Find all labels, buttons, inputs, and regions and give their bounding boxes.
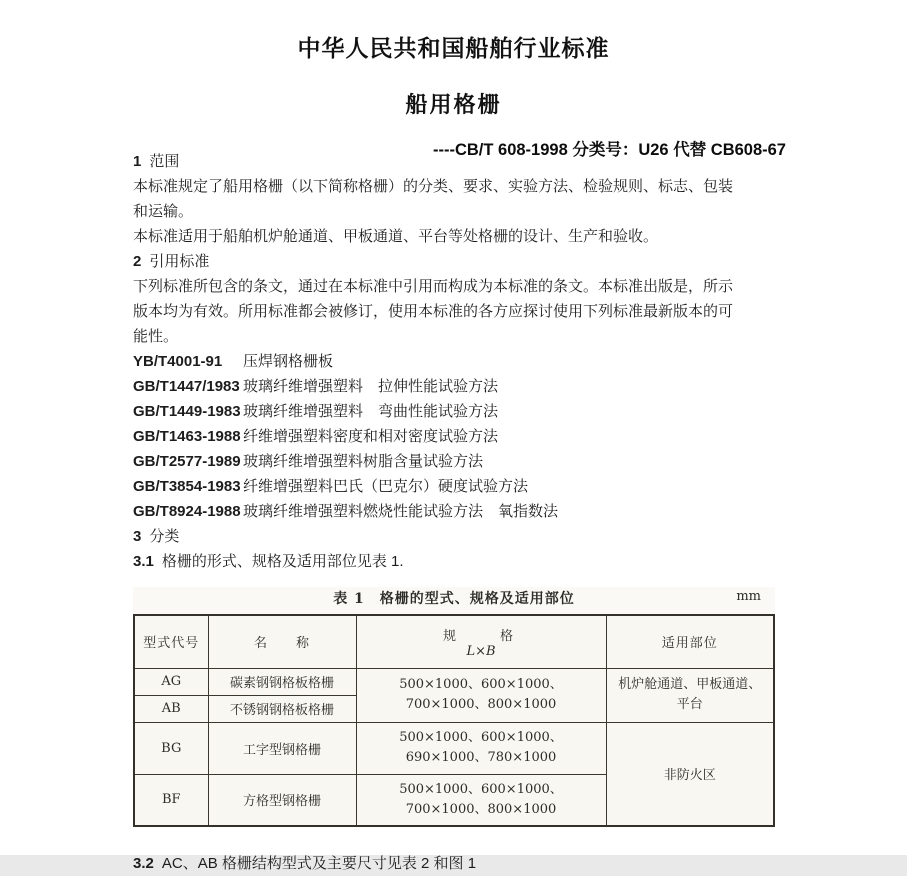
reference-code: GB/T1463-1988 — [133, 428, 241, 445]
cell-code-ab: AB — [134, 695, 208, 722]
cell-name-ag: 碳素钢钢格板格栅 — [208, 668, 356, 695]
document-body — [133, 149, 789, 876]
section-2-number: 2 — [133, 253, 142, 270]
reference-name: 纤维增强塑料巴氏（巴克尔）硬度试验方法 — [243, 478, 529, 495]
reference-name: 纤维增强塑料密度和相对密度试验方法 — [243, 428, 499, 445]
header-spec — [356, 615, 606, 668]
cell-code-bf: BF — [134, 774, 208, 826]
header-location: 适用部位 — [606, 615, 774, 668]
clause-3-1-text: 格栅的形式、规格及适用部位见表 1. — [161, 553, 404, 570]
reference-code: GB/T2577-1989 — [133, 453, 241, 470]
paragraph: 和运输。 — [133, 203, 194, 220]
spec-line: 500×1000、600×1000、 — [399, 677, 563, 692]
spec-line: 700×1000、800×1000 — [405, 697, 557, 712]
clause-3-1-number: 3.1 — [133, 553, 154, 570]
table-row-bg — [134, 722, 774, 774]
reference-code: GB/T1449-1983 — [133, 403, 241, 420]
spec-line: 500×1000、600×1000、 — [399, 730, 563, 745]
cell-spec-bg — [356, 722, 606, 774]
cell-code-bg: BG — [134, 722, 208, 774]
clause-3-2-text: AC、AB 格栅结构型式及主要尺寸见表 2 和图 1 — [161, 855, 477, 872]
document-subtitle: 船用格栅 — [405, 92, 502, 117]
reference-item — [133, 449, 789, 474]
header-spec-label: 规 格 — [442, 628, 519, 644]
section-2-title: 引用标准 — [149, 253, 210, 270]
reference-code: GB/T8924-1988 — [133, 503, 241, 520]
standard-designation: ----CB/T 608-1998 分类号：U26 代替 CB608-67 — [432, 141, 786, 159]
reference-item — [133, 349, 789, 374]
reference-item — [133, 474, 789, 499]
reference-item — [133, 424, 789, 449]
table-row-ag — [134, 668, 774, 695]
cell-location-ag-ab — [606, 668, 774, 722]
reference-code: GB/T3854-1983 — [133, 478, 241, 495]
cell-name-bg: 工字型钢格栅 — [208, 722, 356, 774]
header-type-code: 型式代号 — [134, 615, 208, 668]
section-2-heading — [133, 249, 789, 274]
table-1-scan — [133, 587, 775, 827]
paragraph: 本标准适用于船舶机炉舱通道、甲板通道、平台等处格栅的设计、生产和验收。 — [133, 228, 659, 245]
cell-location-bg-bf: 非防火区 — [606, 722, 774, 826]
reference-name: 压焊钢格栅板 — [243, 353, 334, 370]
reference-code: GB/T1447/1983 — [133, 378, 240, 395]
clause-3-2 — [133, 851, 789, 876]
paragraph: 能性。 — [133, 328, 179, 345]
reference-name: 玻璃纤维增强塑料 拉伸性能试验方法 — [243, 378, 499, 395]
section-3-title: 分类 — [149, 528, 180, 545]
reference-item — [133, 499, 789, 524]
header-spec-formula: L×B — [466, 643, 496, 659]
spec-line: 700×1000、800×1000 — [405, 801, 557, 817]
spec-line: 500×1000、600×1000、 — [399, 781, 563, 797]
section-1-heading — [133, 149, 789, 174]
reference-code: YB/T4001-91 — [133, 353, 223, 370]
paragraph: 下列标准所包含的条文，通过在本标准中引用而构成为本标准的条文。本标准出版是，所示 — [133, 278, 734, 295]
table-1-unit: mm — [736, 589, 761, 604]
table-1-caption-row — [133, 587, 775, 611]
reference-item — [133, 374, 789, 399]
document-header — [0, 0, 907, 160]
section-3-number: 3 — [133, 528, 142, 545]
clause-3-1 — [133, 549, 789, 574]
table-1-caption: 表 1 格栅的型式、规格及适用部位 — [333, 591, 575, 607]
header-name: 名 称 — [208, 615, 356, 668]
reference-name: 玻璃纤维增强塑料树脂含量试验方法 — [243, 453, 484, 470]
document-title: 中华人民共和国船舶行业标准 — [297, 35, 610, 61]
section-1-title: 范围 — [149, 153, 180, 170]
section-3-heading — [133, 524, 789, 549]
cell-spec-ag-ab — [356, 668, 606, 722]
paragraph: 版本均为有效。所用标准都会被修订，使用本标准的各方应探讨使用下列标准最新版本的可 — [133, 303, 734, 320]
clause-3-2-number: 3.2 — [133, 855, 154, 872]
location-line: 平台 — [676, 697, 703, 712]
cell-spec-bf — [356, 774, 606, 826]
reference-name: 玻璃纤维增强塑料燃烧性能试验方法 氧指数法 — [243, 503, 559, 520]
table-1 — [133, 614, 775, 827]
location-line: 机炉舱通道、甲板通道、 — [618, 677, 762, 692]
spec-line: 690×1000、780×1000 — [405, 750, 557, 765]
paragraph: 本标准规定了船用格栅（以下简称格栅）的分类、要求、实验方法、检验规则、标志、包装 — [133, 178, 734, 195]
cell-name-bf: 方格型钢格栅 — [208, 774, 356, 826]
cell-name-ab: 不锈钢钢格板格栅 — [208, 695, 356, 722]
reference-name: 玻璃纤维增强塑料 弯曲性能试验方法 — [243, 403, 499, 420]
section-1-number: 1 — [133, 153, 142, 170]
cell-code-ag: AG — [134, 668, 208, 695]
reference-item — [133, 399, 789, 424]
